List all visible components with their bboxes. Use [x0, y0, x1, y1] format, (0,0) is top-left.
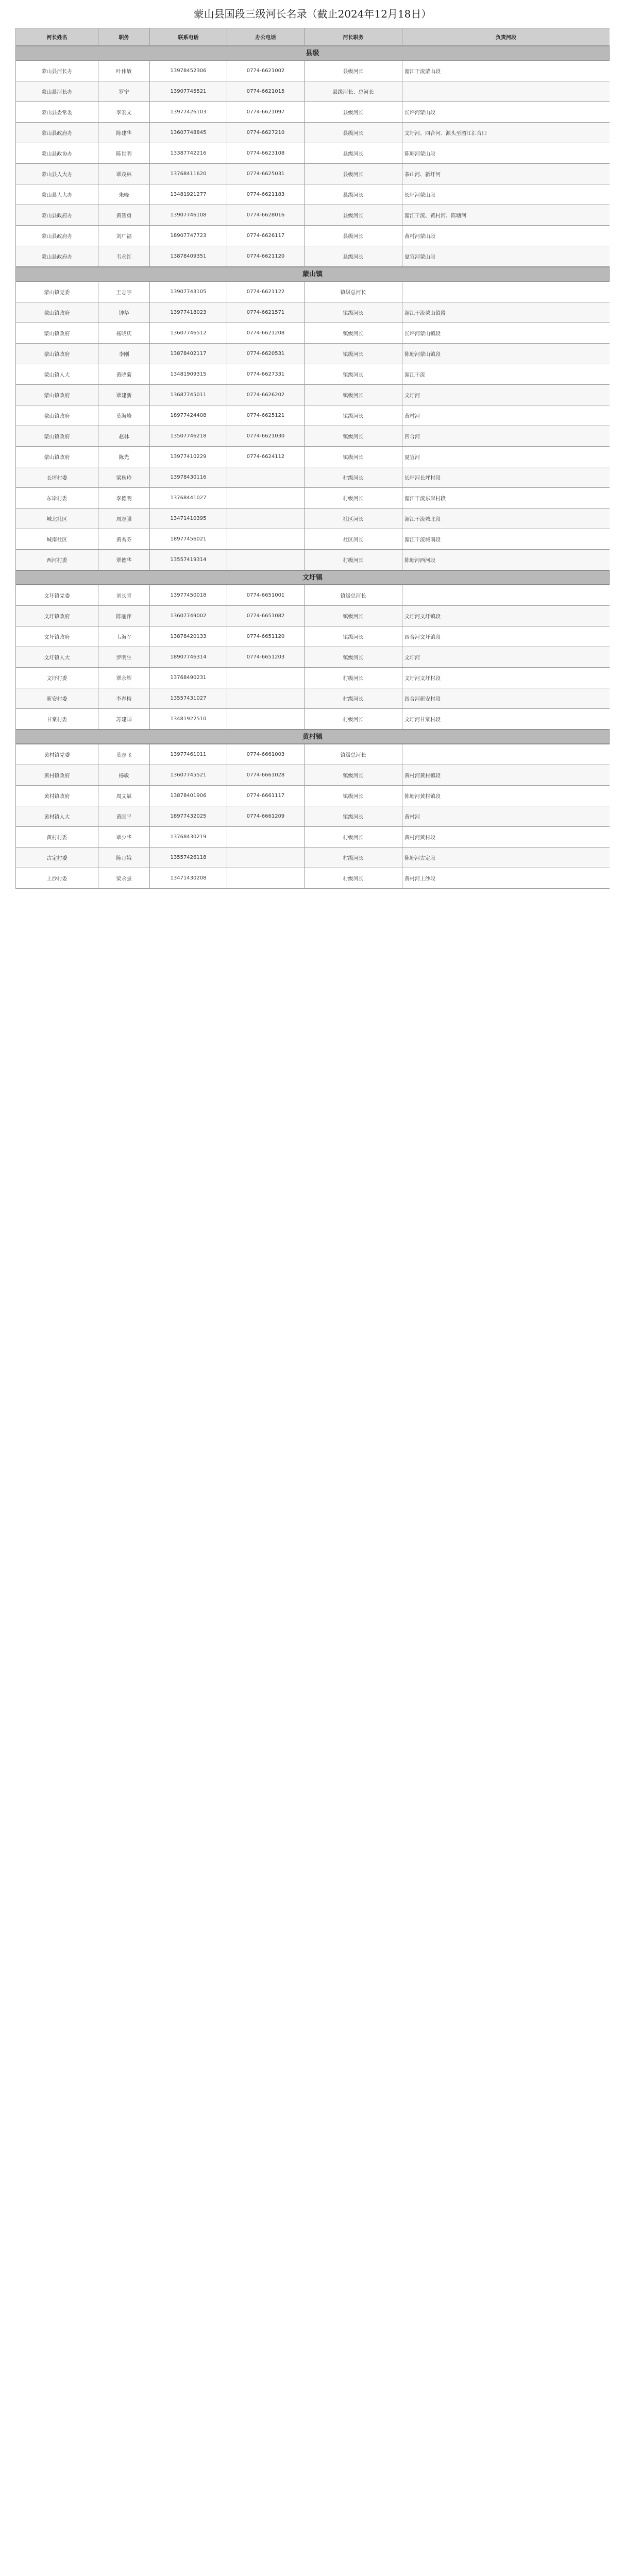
table-cell: 镇级河长: [305, 626, 402, 647]
table-cell: 13878409351: [150, 246, 227, 267]
table-cell: 湄江干流城北段: [402, 509, 610, 529]
table-cell: 古定村委: [16, 848, 98, 868]
table-cell: 13878401906: [150, 786, 227, 806]
table-row: [16, 709, 610, 730]
section-header: 县级: [15, 46, 610, 60]
table-cell: 陈光: [98, 447, 150, 467]
table-cell: 黄智勇: [98, 205, 150, 226]
table-row: [16, 529, 610, 550]
table-cell: 甘棠村委: [16, 709, 98, 730]
table-cell: [227, 550, 305, 570]
table-cell: 县级河长: [305, 164, 402, 184]
table-row: [16, 226, 610, 246]
table-cell: 文圩镇党委: [16, 585, 98, 606]
table-cell: [227, 868, 305, 889]
section-table: [15, 60, 610, 267]
table-row: [16, 848, 610, 868]
table-cell: 0774-6623108: [227, 143, 305, 164]
table-cell: 0774-6627210: [227, 123, 305, 143]
table-cell: 四合河: [402, 426, 610, 447]
table-cell: 镇级河长: [305, 765, 402, 786]
table-cell: 覃茂林: [98, 164, 150, 184]
table-cell: 13557431027: [150, 688, 227, 709]
table-cell: 陈塘河蒙山镇段: [402, 344, 610, 364]
table-cell: 县级河长: [305, 143, 402, 164]
section-table: [15, 281, 610, 570]
table-cell: 0774-6621122: [227, 282, 305, 302]
table-cell: 罗宁: [98, 81, 150, 102]
table-cell: 文圩河文圩镇段: [402, 606, 610, 626]
table-cell: 镇级河长: [305, 385, 402, 405]
table-cell: 苏建国: [98, 709, 150, 730]
table-cell: 18977424408: [150, 405, 227, 426]
table-cell: 东岸村委: [16, 488, 98, 509]
table-row: [16, 765, 610, 786]
table-cell: 13481921277: [150, 184, 227, 205]
table-cell: 黄村河黄村段: [402, 827, 610, 848]
table-cell: 镇级河长: [305, 606, 402, 626]
table-cell: 0774-6621015: [227, 81, 305, 102]
table-cell: 长坪河蒙山镇段: [402, 323, 610, 344]
table-cell: 镇级河长: [305, 364, 402, 385]
table-cell: 蒙山县人大办: [16, 184, 98, 205]
table-header-row: [16, 28, 610, 46]
table-cell: 四合河新安村段: [402, 688, 610, 709]
table-cell: 18907747723: [150, 226, 227, 246]
table-cell: 蒙山县政府办: [16, 123, 98, 143]
table-cell: 文圩镇政府: [16, 606, 98, 626]
table-cell: 黄村河蒙山段: [402, 226, 610, 246]
table-cell: 县级河长: [305, 205, 402, 226]
section-table: [15, 744, 610, 889]
table-cell: 夏宜河: [402, 447, 610, 467]
river-chief-roster: [15, 28, 610, 2576]
table-cell: 村级河长: [305, 488, 402, 509]
table-cell: 13978430116: [150, 467, 227, 488]
table-cell: 县级河长: [305, 123, 402, 143]
table-cell: 文圩村委: [16, 668, 98, 688]
table-row: [16, 61, 610, 81]
table-cell: 陈塘河西河段: [402, 550, 610, 570]
table-cell: 县级河长: [305, 246, 402, 267]
table-cell: 13907745521: [150, 81, 227, 102]
page-title: 蒙山县国段三级河长名录（截止2024年12月18日）: [193, 8, 432, 20]
table-cell: 黄村镇人大: [16, 806, 98, 827]
table-cell: 文圩河文圩村段: [402, 668, 610, 688]
table-cell: 叶伟敏: [98, 61, 150, 81]
table-cell: 13607745521: [150, 765, 227, 786]
table-cell: 镇级河长: [305, 323, 402, 344]
table-row: [16, 585, 610, 606]
table-cell: 黄村河黄村镇段: [402, 765, 610, 786]
table-cell: 0774-6651203: [227, 647, 305, 668]
table-cell: 湄江干流城南段: [402, 529, 610, 550]
table-cell: [227, 668, 305, 688]
table-row: [16, 647, 610, 668]
table-cell: 陈塘河黄村镇段: [402, 786, 610, 806]
table-cell: 文圩河甘棠村段: [402, 709, 610, 730]
table-cell: 黄村镇党委: [16, 744, 98, 765]
table-cell: 0774-6621002: [227, 61, 305, 81]
table-cell: 13768430219: [150, 827, 227, 848]
table-cell: 梁永强: [98, 868, 150, 889]
table-cell: 湄江干流东岸村段: [402, 488, 610, 509]
roster-table: [15, 28, 610, 46]
table-cell: 黄村镇政府: [16, 786, 98, 806]
table-row: [16, 467, 610, 488]
table-cell: 13878420133: [150, 626, 227, 647]
table-row: [16, 102, 610, 123]
table-cell: 覃少华: [98, 827, 150, 848]
table-cell: 文圩河: [402, 385, 610, 405]
table-cell: [227, 488, 305, 509]
table-cell: 0774-6621030: [227, 426, 305, 447]
table-cell: 社区河长: [305, 509, 402, 529]
sections-container: [15, 46, 610, 889]
table-row: [16, 123, 610, 143]
table-cell: 13687745011: [150, 385, 227, 405]
table-cell: 文圩镇人大: [16, 647, 98, 668]
table-cell: 梁秋玲: [98, 467, 150, 488]
table-cell: 0774-6661003: [227, 744, 305, 765]
table-row: [16, 364, 610, 385]
table-cell: [402, 585, 610, 606]
column-header: 联系电话: [150, 28, 227, 46]
column-header: 职务: [98, 28, 150, 46]
table-cell: 13481909315: [150, 364, 227, 385]
table-cell: 茶山河、新圩河: [402, 164, 610, 184]
table-cell: 陈月娥: [98, 848, 150, 868]
section-header: 蒙山镇: [15, 267, 610, 281]
table-cell: 0774-6626117: [227, 226, 305, 246]
table-cell: 刘长青: [98, 585, 150, 606]
table-row: [16, 550, 610, 570]
table-cell: 李宏文: [98, 102, 150, 123]
table-cell: 韦永红: [98, 246, 150, 267]
table-cell: 文圩河: [402, 647, 610, 668]
table-cell: [402, 744, 610, 765]
table-cell: 蒙山县委常委: [16, 102, 98, 123]
table-cell: 镇级河长: [305, 426, 402, 447]
table-cell: 黄晓菊: [98, 364, 150, 385]
table-cell: 杨晓庆: [98, 323, 150, 344]
table-cell: [227, 509, 305, 529]
table-cell: 村级河长: [305, 848, 402, 868]
table-cell: 黄国平: [98, 806, 150, 827]
table-row: [16, 323, 610, 344]
table-cell: 蒙山县人大办: [16, 164, 98, 184]
table-row: [16, 344, 610, 364]
table-cell: 13387742216: [150, 143, 227, 164]
table-cell: 新安村委: [16, 688, 98, 709]
table-row: [16, 385, 610, 405]
table-cell: 社区河长: [305, 529, 402, 550]
table-cell: 上沙村委: [16, 868, 98, 889]
table-cell: 县级河长: [305, 102, 402, 123]
table-cell: 13507746218: [150, 426, 227, 447]
table-cell: 镇级河长: [305, 302, 402, 323]
table-cell: 13481922510: [150, 709, 227, 730]
table-cell: 13977410229: [150, 447, 227, 467]
table-cell: 蒙山镇政府: [16, 405, 98, 426]
table-cell: 蒙山镇政府: [16, 447, 98, 467]
table-cell: [227, 848, 305, 868]
table-cell: 城北社区: [16, 509, 98, 529]
table-cell: 蒙山镇人大: [16, 364, 98, 385]
table-cell: [402, 81, 610, 102]
table-cell: 蒙山镇政府: [16, 385, 98, 405]
table-cell: 莫志飞: [98, 744, 150, 765]
table-cell: 长坪河蒙山段: [402, 184, 610, 205]
table-cell: 陈丽萍: [98, 606, 150, 626]
table-cell: 村级河长: [305, 709, 402, 730]
table-cell: 王志宇: [98, 282, 150, 302]
table-row: [16, 405, 610, 426]
table-cell: 0774-6621120: [227, 246, 305, 267]
table-cell: 李刚: [98, 344, 150, 364]
table-cell: 0774-6621208: [227, 323, 305, 344]
table-cell: 0774-6627331: [227, 364, 305, 385]
table-cell: 赵林: [98, 426, 150, 447]
table-cell: [227, 529, 305, 550]
table-cell: 0774-6621183: [227, 184, 305, 205]
table-cell: 长坪河长坪村段: [402, 467, 610, 488]
table-cell: 李德明: [98, 488, 150, 509]
table-row: [16, 81, 610, 102]
table-cell: 13557426118: [150, 848, 227, 868]
table-cell: 13978452306: [150, 61, 227, 81]
table-cell: 村级河长: [305, 668, 402, 688]
table-cell: 0774-6625031: [227, 164, 305, 184]
table-cell: 陈世明: [98, 143, 150, 164]
table-cell: 蒙山县河长办: [16, 61, 98, 81]
table-cell: 13768441027: [150, 488, 227, 509]
table-cell: 黄村河: [402, 806, 610, 827]
table-cell: 18977432025: [150, 806, 227, 827]
table-cell: 覃德华: [98, 550, 150, 570]
table-row: [16, 447, 610, 467]
table-cell: 县级河长、总河长: [305, 81, 402, 102]
table-cell: 0774-6661117: [227, 786, 305, 806]
table-row: [16, 868, 610, 889]
table-cell: 蒙山镇政府: [16, 323, 98, 344]
table-cell: 陈塘河古定段: [402, 848, 610, 868]
table-cell: 镇级河长: [305, 647, 402, 668]
table-cell: 陈建华: [98, 123, 150, 143]
table-cell: 文圩河、四合河、源头至湄江汇合口: [402, 123, 610, 143]
table-cell: 黄村河: [402, 405, 610, 426]
table-cell: [402, 282, 610, 302]
table-row: [16, 143, 610, 164]
table-cell: 黄秀芬: [98, 529, 150, 550]
section-table: [15, 585, 610, 730]
table-cell: 蒙山县政府办: [16, 205, 98, 226]
table-row: [16, 806, 610, 827]
table-cell: 镇级河长: [305, 344, 402, 364]
table-cell: 13977450018: [150, 585, 227, 606]
table-cell: 0774-6620531: [227, 344, 305, 364]
table-cell: 0774-6621571: [227, 302, 305, 323]
table-cell: 蒙山县河长办: [16, 81, 98, 102]
table-cell: 0774-6651001: [227, 585, 305, 606]
table-cell: [227, 467, 305, 488]
table-cell: 李春梅: [98, 688, 150, 709]
table-cell: 村级河长: [305, 467, 402, 488]
table-cell: [227, 827, 305, 848]
table-cell: 0774-6661209: [227, 806, 305, 827]
table-cell: 13471430208: [150, 868, 227, 889]
table-cell: 县级河长: [305, 61, 402, 81]
table-cell: 镇级河长: [305, 806, 402, 827]
table-cell: 镇级总河长: [305, 282, 402, 302]
table-cell: 周文斌: [98, 786, 150, 806]
table-cell: 蒙山镇政府: [16, 344, 98, 364]
table-cell: 莫海峰: [98, 405, 150, 426]
table-cell: 0774-6625121: [227, 405, 305, 426]
table-row: [16, 606, 610, 626]
column-header: 河长职务: [305, 28, 402, 46]
table-cell: 湄江干流蒙山段: [402, 61, 610, 81]
table-cell: 四合河文圩镇段: [402, 626, 610, 647]
table-row: [16, 246, 610, 267]
table-row: [16, 786, 610, 806]
table-cell: [227, 688, 305, 709]
table-cell: 0774-6628016: [227, 205, 305, 226]
table-cell: 黄村镇政府: [16, 765, 98, 786]
table-cell: 蒙山县政府办: [16, 246, 98, 267]
table-cell: 13907746108: [150, 205, 227, 226]
table-cell: 湄江干流、黄村河、陈塘河: [402, 205, 610, 226]
table-cell: 杨敏: [98, 765, 150, 786]
table-cell: 长坪村委: [16, 467, 98, 488]
table-row: [16, 205, 610, 226]
table-cell: 蒙山县政府办: [16, 226, 98, 246]
section-header: 黄村镇: [15, 730, 610, 744]
table-cell: 西河村委: [16, 550, 98, 570]
table-row: [16, 488, 610, 509]
table-cell: 0774-6651082: [227, 606, 305, 626]
table-cell: [227, 709, 305, 730]
table-cell: 13607746512: [150, 323, 227, 344]
table-cell: 覃永辉: [98, 668, 150, 688]
table-cell: 13768411620: [150, 164, 227, 184]
table-cell: 湄江干流: [402, 364, 610, 385]
table-row: [16, 164, 610, 184]
table-cell: 湄江干流蒙山镇段: [402, 302, 610, 323]
table-cell: 周志强: [98, 509, 150, 529]
table-cell: 县级河长: [305, 226, 402, 246]
table-cell: 13607748845: [150, 123, 227, 143]
table-cell: 0774-6651120: [227, 626, 305, 647]
table-cell: 镇级河长: [305, 447, 402, 467]
table-cell: 0774-6661028: [227, 765, 305, 786]
column-header: 负责河段: [402, 28, 610, 46]
table-cell: 镇级总河长: [305, 744, 402, 765]
table-row: [16, 282, 610, 302]
table-row: [16, 688, 610, 709]
table-row: [16, 744, 610, 765]
table-cell: 钟华: [98, 302, 150, 323]
table-cell: 镇级河长: [305, 405, 402, 426]
table-row: [16, 626, 610, 647]
table-cell: 13768490231: [150, 668, 227, 688]
table-cell: 文圩镇政府: [16, 626, 98, 647]
table-cell: 县级河长: [305, 184, 402, 205]
table-cell: 0774-6626202: [227, 385, 305, 405]
table-cell: 村级河长: [305, 827, 402, 848]
column-header: 办公电话: [227, 28, 305, 46]
column-header: 河长姓名: [16, 28, 98, 46]
table-cell: 夏宜河蒙山段: [402, 246, 610, 267]
table-cell: 13977418023: [150, 302, 227, 323]
table-cell: 村级河长: [305, 688, 402, 709]
table-cell: 13878402117: [150, 344, 227, 364]
table-cell: 长坪河蒙山段: [402, 102, 610, 123]
table-cell: 蒙山镇党委: [16, 282, 98, 302]
table-row: [16, 184, 610, 205]
table-cell: 0774-6621097: [227, 102, 305, 123]
section-header: 文圩镇: [15, 570, 610, 585]
table-cell: 蒙山县政协办: [16, 143, 98, 164]
table-cell: 镇级河长: [305, 786, 402, 806]
table-cell: 黄村村委: [16, 827, 98, 848]
table-cell: 蒙山镇政府: [16, 426, 98, 447]
table-row: [16, 668, 610, 688]
table-cell: 蒙山镇政府: [16, 302, 98, 323]
table-cell: 13977426103: [150, 102, 227, 123]
table-cell: 刘广福: [98, 226, 150, 246]
table-cell: 0774-6624112: [227, 447, 305, 467]
table-cell: 13557419314: [150, 550, 227, 570]
table-cell: 13907743105: [150, 282, 227, 302]
table-cell: 朱峰: [98, 184, 150, 205]
table-cell: 村级河长: [305, 868, 402, 889]
table-row: [16, 302, 610, 323]
table-cell: 镇级总河长: [305, 585, 402, 606]
table-cell: 13977461011: [150, 744, 227, 765]
table-cell: 罗明生: [98, 647, 150, 668]
table-row: [16, 827, 610, 848]
table-cell: 18977456021: [150, 529, 227, 550]
table-cell: 黄村河上沙段: [402, 868, 610, 889]
table-row: [16, 509, 610, 529]
table-cell: 18907746314: [150, 647, 227, 668]
table-cell: 村级河长: [305, 550, 402, 570]
table-cell: 城南社区: [16, 529, 98, 550]
table-cell: 13607749002: [150, 606, 227, 626]
table-cell: 13471410395: [150, 509, 227, 529]
table-row: [16, 426, 610, 447]
table-cell: 韦海军: [98, 626, 150, 647]
table-cell: 陈塘河蒙山段: [402, 143, 610, 164]
table-cell: 覃建新: [98, 385, 150, 405]
